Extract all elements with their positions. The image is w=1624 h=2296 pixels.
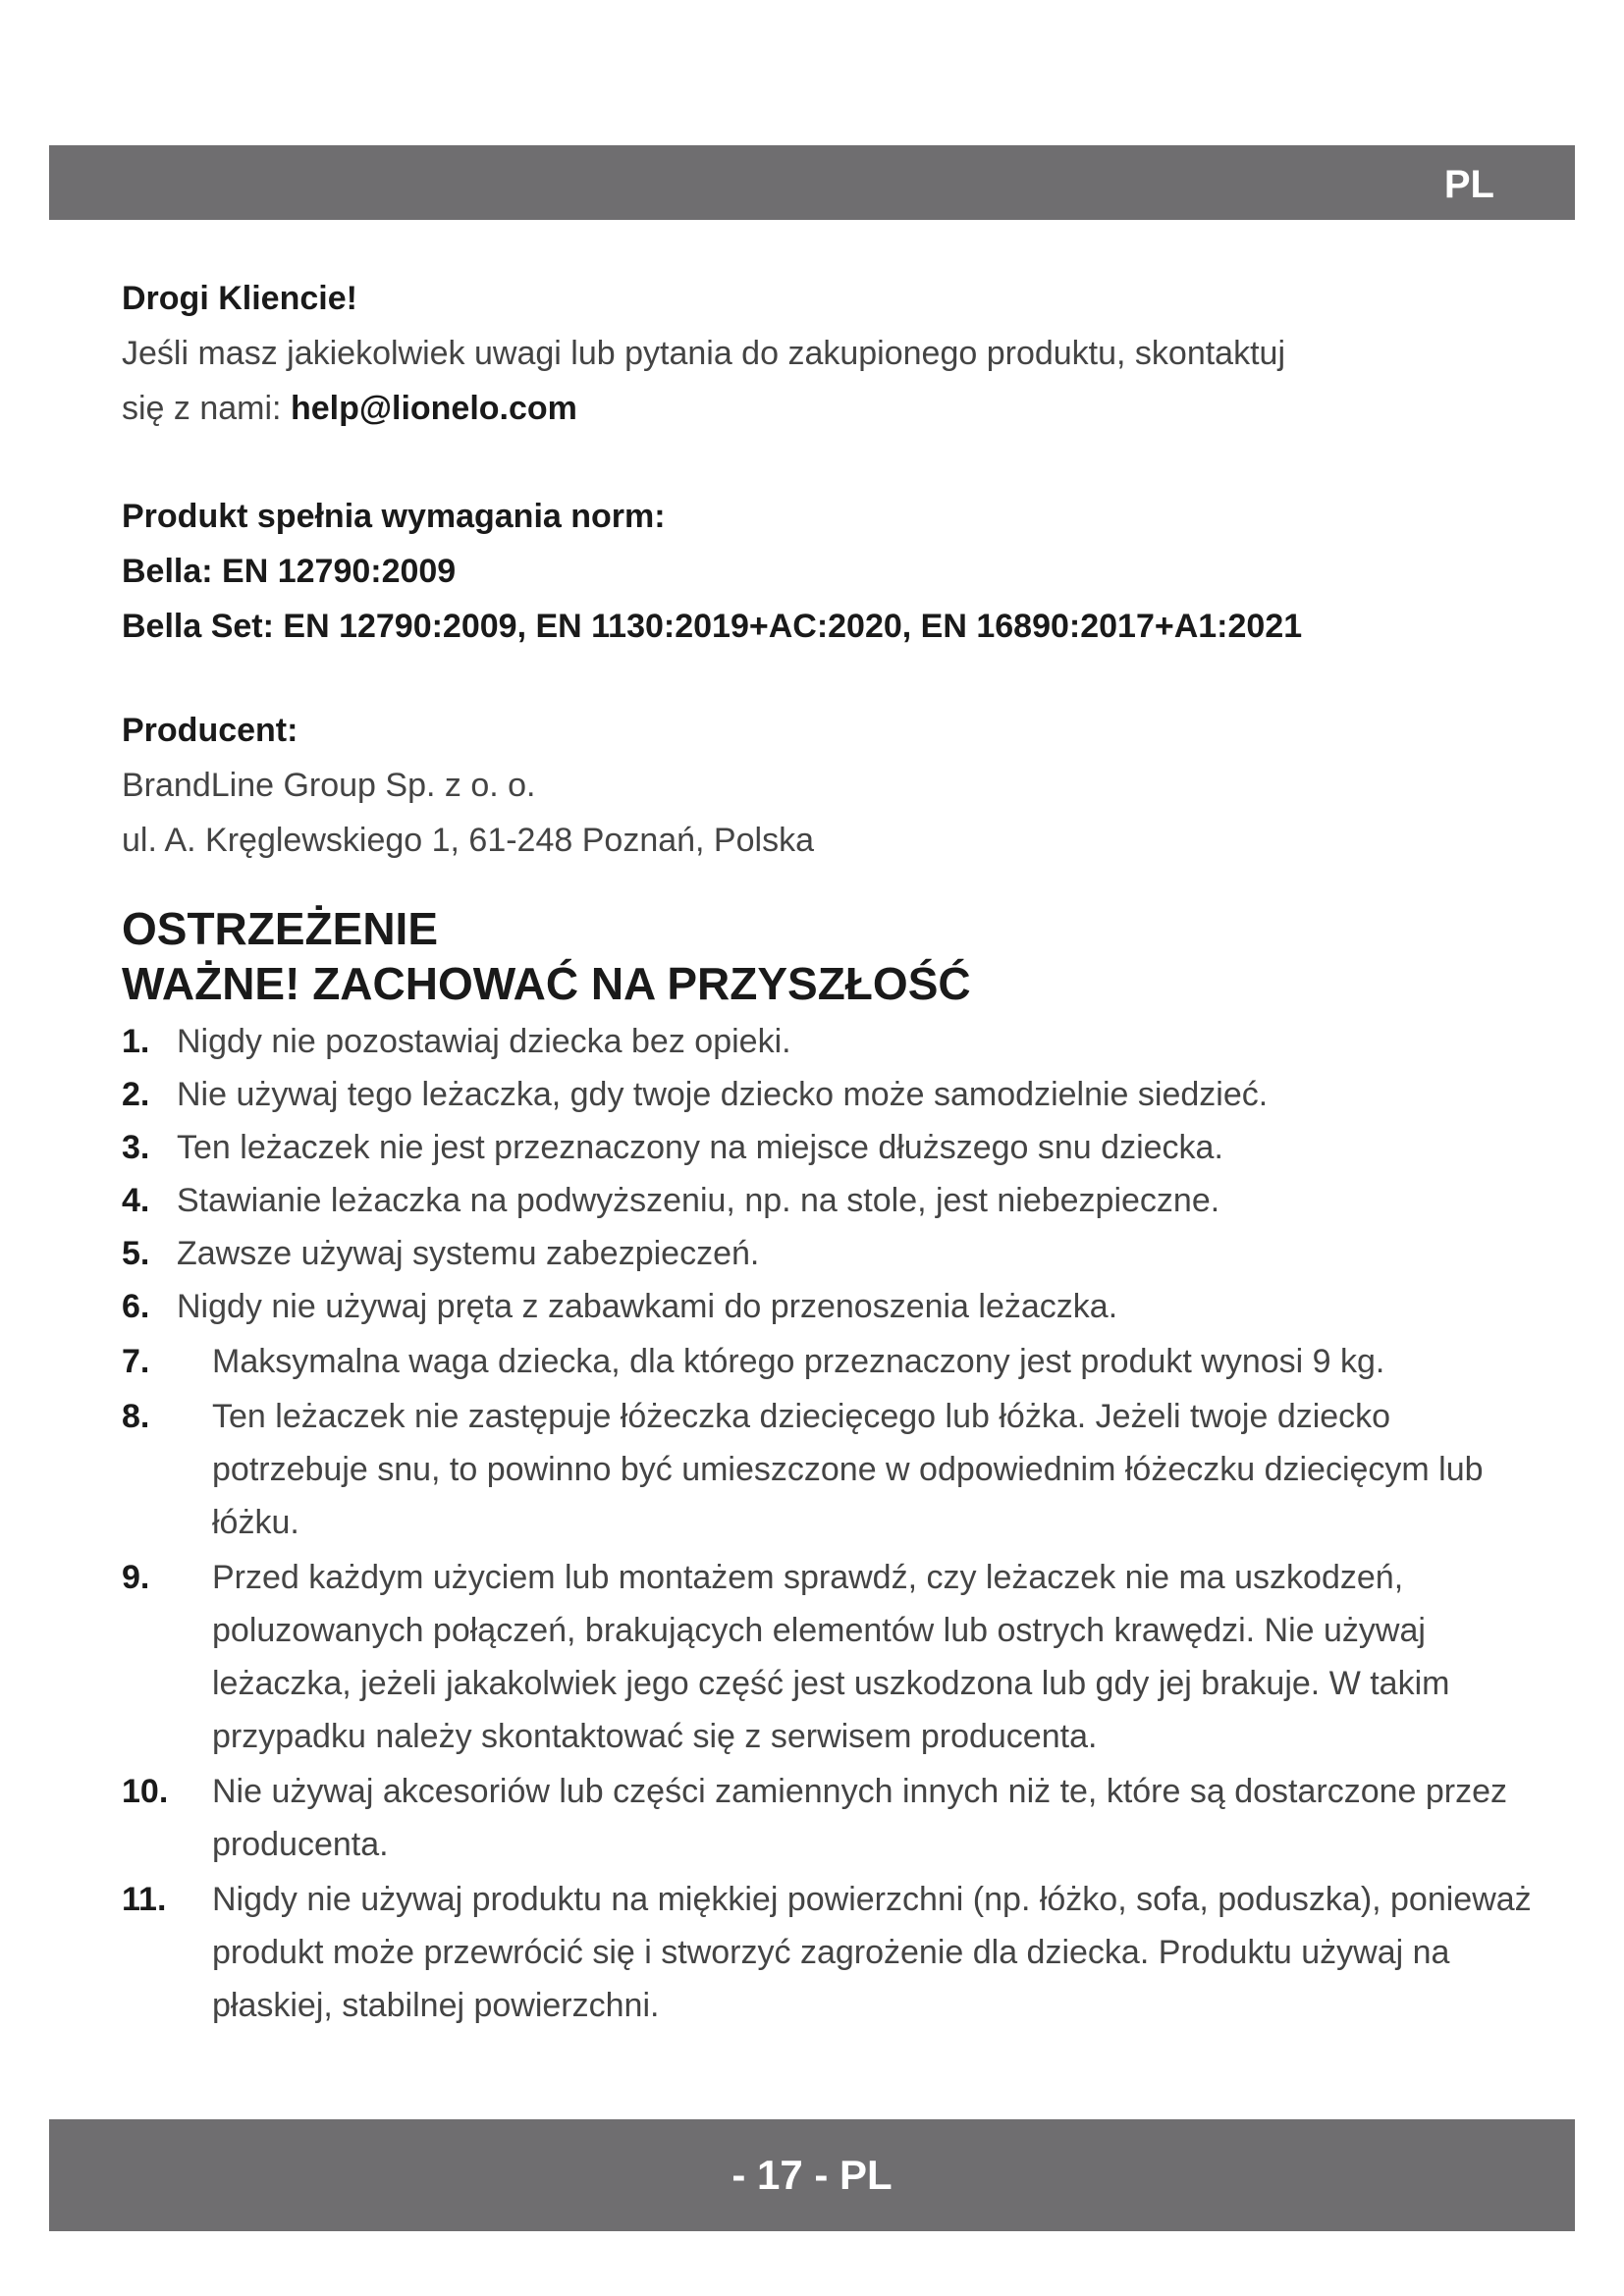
item-text: Nigdy nie używaj pręta z zabawkami do przenoszenia leżaczka. bbox=[177, 1288, 1118, 1325]
list-item bbox=[122, 1873, 1536, 2032]
item-text: Nie używaj tego leżaczka, gdy twoje dziecko może samodzielnie siedzieć. bbox=[177, 1076, 1269, 1113]
page-content bbox=[122, 271, 1536, 2032]
item-text: Zawsze używaj systemu zabezpieczeń. bbox=[177, 1235, 760, 1272]
norms-heading: Produkt spełnia wymagania norm: bbox=[122, 498, 666, 535]
list-item bbox=[122, 1390, 1536, 1549]
item-text: Nigdy nie pozostawiaj dziecka bez opieki. bbox=[177, 1023, 791, 1060]
producer-heading: Producent: bbox=[122, 712, 298, 749]
list-item bbox=[122, 1174, 1536, 1227]
list-item bbox=[122, 1227, 1536, 1280]
item-text: Nie używaj akcesoriów lub części zamiennych innych niż te, które są dostarczone przez producenta. bbox=[212, 1773, 1508, 1863]
norms-section bbox=[122, 489, 1536, 654]
producer-line: BrandLine Group Sp. z o. o. bbox=[122, 767, 536, 804]
norms-line: Bella: EN 12790:2009 bbox=[122, 553, 457, 590]
greeting-heading: Drogi Kliencie! bbox=[122, 280, 357, 317]
item-text: Maksymalna waga dziecka, dla którego przeznaczony jest produkt wynosi 9 kg. bbox=[212, 1343, 1385, 1380]
norms-line: Bella Set: EN 12790:2009, EN 1130:2019+AC:2020, EN 16890:2017+A1:2021 bbox=[122, 608, 1303, 645]
item-text: Ten leżaczek nie zastępuje łóżeczka dziecięcego lub łóżka. Jeżeli twoje dziecko potrzebuje snu, to powinno być umieszczone w odpowiednim łóżeczku dziecięcym lub łóżku. bbox=[212, 1398, 1484, 1541]
contact-text-prefix: się z nami: bbox=[122, 390, 291, 427]
language-label: PL bbox=[1443, 163, 1494, 206]
producer-line: ul. A. Kręglewskiego 1, 61-248 Poznań, Polska bbox=[122, 822, 814, 859]
contact-email-link[interactable]: help@lionelo.com bbox=[290, 390, 577, 427]
page-number: - 17 - PL bbox=[731, 2152, 893, 2198]
list-item bbox=[122, 1335, 1536, 1388]
item-number: 4. bbox=[122, 1182, 150, 1219]
item-number: 3. bbox=[122, 1129, 150, 1166]
footer-bar bbox=[49, 2119, 1575, 2231]
contact-text-line2 bbox=[122, 381, 1536, 436]
item-number: 6. bbox=[122, 1288, 150, 1325]
warning-heading bbox=[122, 901, 1536, 1011]
item-text: Nigdy nie używaj produktu na miękkiej powierzchni (np. łóżko, sofa, poduszka), ponieważ produkt może przewrócić się i stworzyć zagrożenie dla dziecka. Produktu używaj na płaskiej, stabilnej powierzchni. bbox=[212, 1881, 1532, 2024]
list-item bbox=[122, 1551, 1536, 1763]
warning-title: OSTRZEŻENIE bbox=[122, 903, 439, 954]
item-text: Przed każdym użyciem lub montażem sprawdź, czy leżaczek nie ma uszkodzeń, poluzowanych połączeń, brakujących elementów lub ostrych krawędzi. Nie używaj leżaczka, jeżeli jakakolwiek jego część jest uszkodzona lub gdy jej brakuje. W takim przypadku należy skontaktować się z serwisem producenta. bbox=[212, 1559, 1450, 1755]
item-number: 1. bbox=[122, 1023, 150, 1060]
warning-list bbox=[122, 1015, 1536, 2032]
list-item bbox=[122, 1765, 1536, 1871]
item-number: 10. bbox=[122, 1773, 169, 1810]
contact-text: Jeśli masz jakiekolwiek uwagi lub pytania do zakupionego produktu, skontaktuj bbox=[122, 335, 1286, 372]
contact-section bbox=[122, 271, 1536, 436]
item-number: 7. bbox=[122, 1343, 150, 1380]
item-text: Stawianie leżaczka na podwyższeniu, np. na stole, jest niebezpieczne. bbox=[177, 1182, 1220, 1219]
list-item bbox=[122, 1068, 1536, 1121]
list-item bbox=[122, 1015, 1536, 1068]
list-item bbox=[122, 1280, 1536, 1333]
header-bar bbox=[49, 145, 1575, 220]
item-number: 2. bbox=[122, 1076, 150, 1113]
item-number: 9. bbox=[122, 1559, 150, 1596]
warning-subtitle: WAŻNE! ZACHOWAĆ NA PRZYSZŁOŚĆ bbox=[122, 958, 971, 1009]
list-item bbox=[122, 1121, 1536, 1174]
item-text: Ten leżaczek nie jest przeznaczony na miejsce dłuższego snu dziecka. bbox=[177, 1129, 1223, 1166]
producer-section bbox=[122, 703, 1536, 868]
item-number: 5. bbox=[122, 1235, 150, 1272]
item-number: 11. bbox=[122, 1881, 167, 1918]
item-number: 8. bbox=[122, 1398, 150, 1435]
